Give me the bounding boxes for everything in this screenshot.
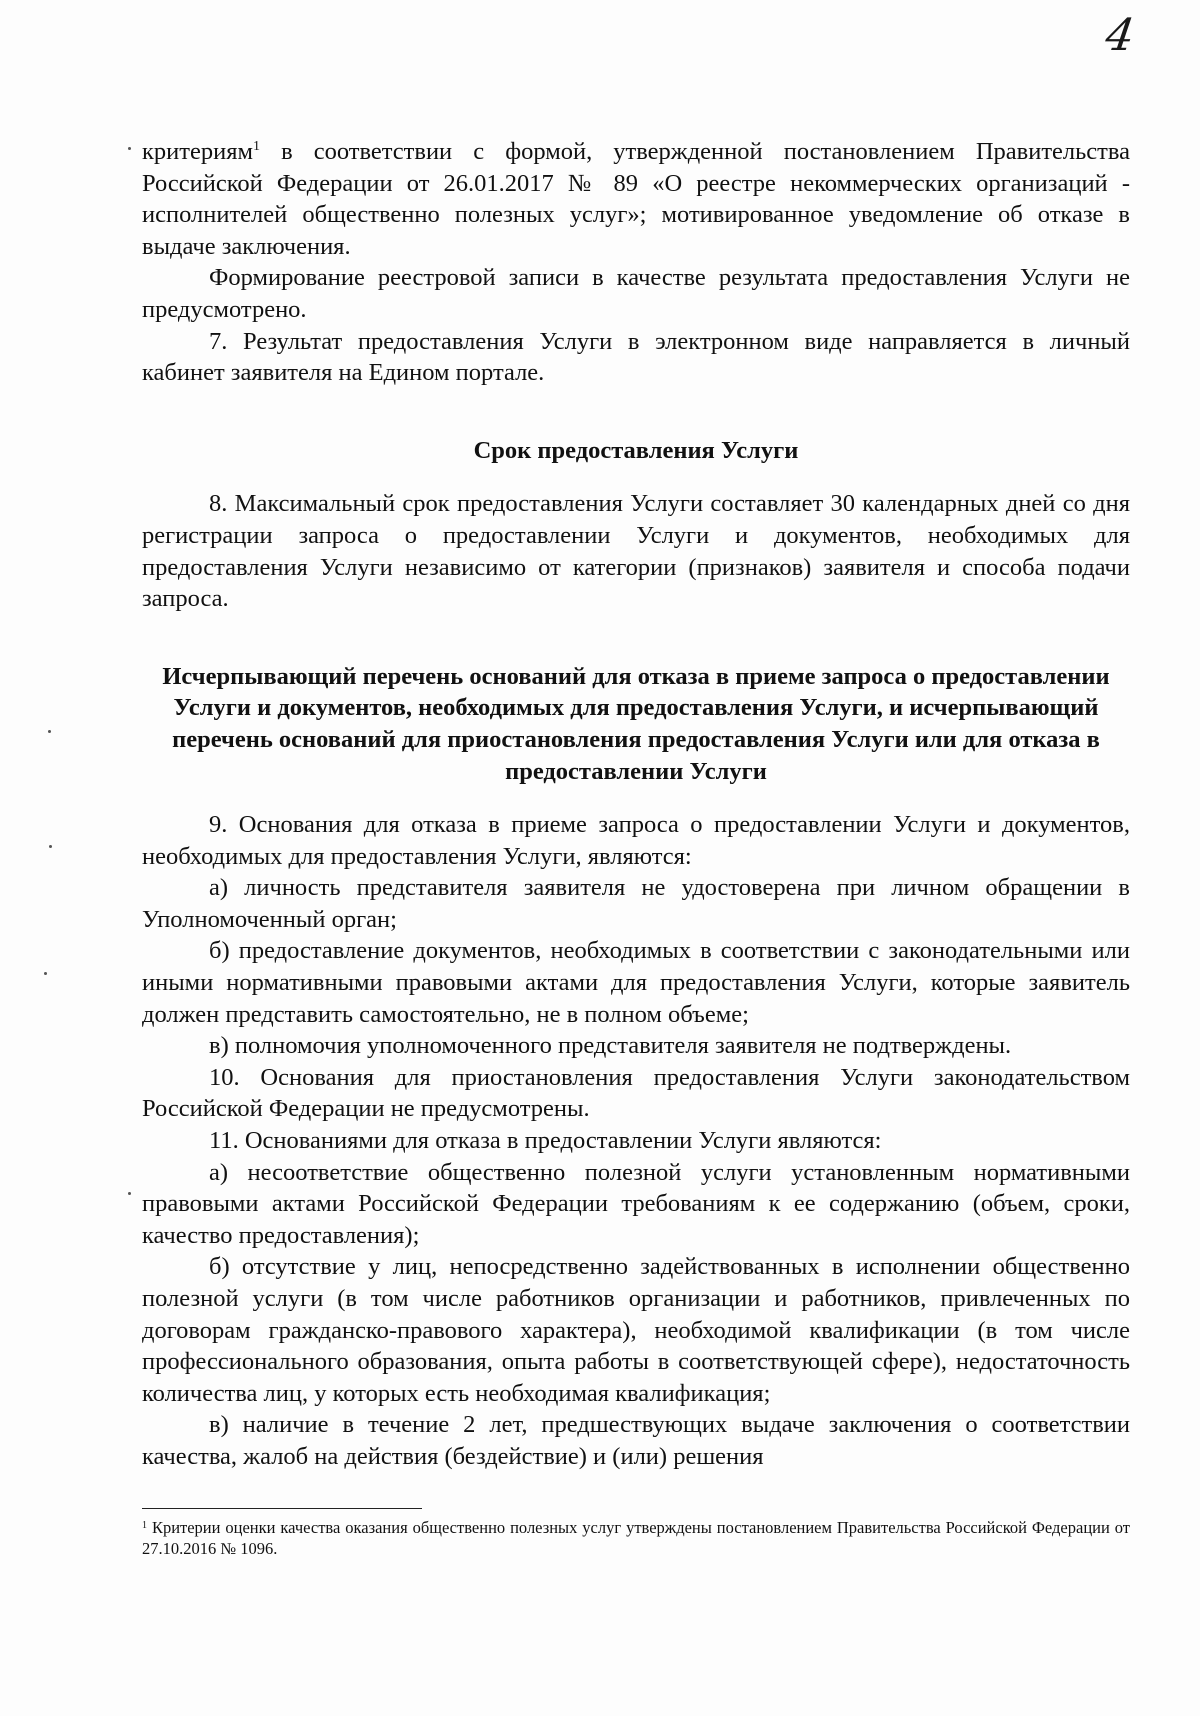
scan-speck — [128, 1192, 131, 1195]
paragraph-11-v: в) наличие в течение 2 лет, предшествующих выдаче заключения о соответствии качества, жалоб на действия (бездействие) и (или) решения — [142, 1411, 1130, 1470]
paragraph-8: 8. Максимальный срок предоставления Услуги составляет 30 календарных дней со дня регистрации запроса о предоставлении Услуги и документов, необходимых для предоставления Услуги независимо от категории (признаков) заявителя и способа подачи запроса. — [142, 490, 1130, 613]
paragraph-lead-word: критериям — [142, 138, 253, 165]
paragraph-registry-entry: Формирование реестровой записи в качестве результата предоставления Услуги не предусмотрено. — [142, 264, 1130, 323]
paragraph-9: 9. Основания для отказа в приеме запроса о предоставлении Услуги и документов, необходимых для предоставления Услуги, являются: — [142, 811, 1130, 870]
paragraph-9-a: а) личность представителя заявителя не удостоверена при личном обращении в Уполномоченный орган; — [142, 874, 1130, 933]
paragraph-11-b: б) отсутствие у лиц, непосредственно задействованных в исполнении общественно полезной услуги (в том числе работников организации и работников, привлеченных по договорам гражданско-правового характера), необходимой квалификации (в том числе профессионального образования, опыта работы в соответствующей сфере), недостаточность количества лиц, у которых есть необходимая квалификация; — [142, 1253, 1130, 1407]
document-body — [142, 136, 1130, 1473]
paragraph-11: 11. Основаниями для отказа в предоставлении Услуги являются: — [209, 1127, 882, 1155]
footnote-mark: 1 — [142, 1520, 147, 1531]
paragraph-7: 7. Результат предоставления Услуги в электронном виде направляется в личный кабинет заявителя на Едином портале. — [142, 327, 1130, 387]
footnote-divider — [142, 1508, 422, 1509]
spacer — [142, 466, 1130, 488]
footnote-body: Критерии оценки качества оказания общественно полезных услуг утверждены постановлением Правительства Российской Федерации от 27.10.2016 № 1096. — [142, 1518, 1130, 1558]
paragraph-text: в соответствии с формой, утвержденной постановлением Правительства Российской Федерации от 26.01.2017 № 89 «О реестре некоммерческих организаций - исполнителей общественно полезных услуг»; мотивированное уведомление об отказе в выдаче заключения. — [142, 138, 1130, 260]
spacer — [142, 389, 1130, 435]
section-heading-grounds: Исчерпывающий перечень оснований для отказа в приеме запроса о предоставлении Услуги и документов, необходимых для предоставления Услуги, и исчерпывающий перечень оснований для приостановления предоставления Услуги или для отказа в предоставлении Услуги — [162, 662, 1110, 785]
paragraph-9-b: б) предоставление документов, необходимых в соответствии с законодательными или иными нормативными правовыми актами для предоставления Услуги, которые заявитель должен представить самостоятельно, не в полном объеме; — [142, 937, 1130, 1028]
spacer — [142, 615, 1130, 661]
scan-speck — [128, 147, 131, 150]
spacer — [142, 787, 1130, 809]
footnote-text — [142, 1517, 1130, 1559]
scan-speck — [48, 730, 51, 733]
scan-speck — [49, 845, 52, 848]
footnote-area — [142, 1508, 1130, 1559]
scan-speck — [44, 972, 47, 975]
footnote-reference: 1 — [252, 139, 260, 154]
paragraph-10: 10. Основания для приостановления предоставления Услуги законодательством Российской Федерации не предусмотрены. — [142, 1063, 1130, 1123]
handwritten-page-number: 4 — [1102, 10, 1138, 61]
paragraph-criteria-continuation — [142, 136, 1130, 262]
section-heading-term: Срок предоставления Услуги — [473, 436, 799, 464]
paragraph-11-a: а) несоответствие общественно полезной услуги установленным нормативными правовыми актами Российской Федерации требованиям к ее содержанию (объем, сроки, качество предоставления); — [142, 1158, 1130, 1249]
paragraph-9-v: в) полномочия уполномоченного представителя заявителя не подтверждены. — [209, 1032, 1012, 1060]
